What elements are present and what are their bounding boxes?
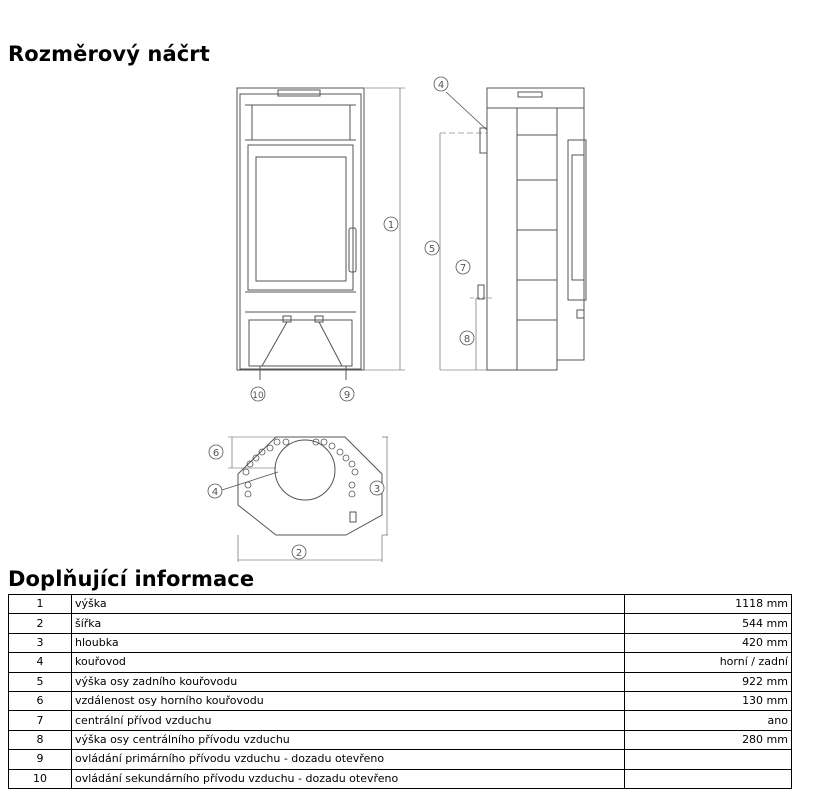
info-heading: Doplňující informace [8,567,255,591]
callout-4-top: 4 [211,487,219,498]
callout-2: 2 [295,548,303,559]
callout-8: 8 [463,334,471,345]
cell-label: vzdálenost osy horního kouřovodu [72,691,625,710]
cell-value: horní / zadní [625,653,792,672]
table-row [9,653,792,672]
table-row [9,633,792,652]
callout-9: 9 [343,390,351,401]
cell-num: 4 [9,653,72,672]
cell-num: 9 [9,750,72,769]
cell-value: 1118 mm [625,595,792,614]
info-table [8,594,792,789]
cell-label: ovládání primárního přívodu vzduchu - dozadu otevřeno [72,750,625,769]
table-row [9,769,792,788]
cell-label: výška osy centrálního přívodu vzduchu [72,730,625,749]
cell-label: výška [72,595,625,614]
callout-4-side: 4 [437,80,445,91]
table-row [9,711,792,730]
top-view [222,437,388,562]
table-row [9,691,792,710]
cell-value: ano [625,711,792,730]
callout-1: 1 [387,220,395,231]
cell-num: 10 [9,769,72,788]
callout-5: 5 [428,244,436,255]
cell-value [625,750,792,769]
cell-num: 2 [9,614,72,633]
side-view [440,88,586,370]
cell-value: 544 mm [625,614,792,633]
callout-3: 3 [373,484,381,495]
cell-label: kouřovod [72,653,625,672]
cell-num: 1 [9,595,72,614]
cell-num: 5 [9,672,72,691]
sketch-heading: Rozměrový náčrt [8,42,210,66]
cell-value: 280 mm [625,730,792,749]
cell-num: 7 [9,711,72,730]
cell-label: výška osy zadního kouřovodu [72,672,625,691]
table-row [9,614,792,633]
table-row [9,672,792,691]
cell-label: centrální přívod vzduchu [72,711,625,730]
cell-value: 922 mm [625,672,792,691]
cell-num: 6 [9,691,72,710]
callout-7: 7 [459,263,467,274]
cell-value: 130 mm [625,691,792,710]
cell-label: hloubka [72,633,625,652]
cell-value: 420 mm [625,633,792,652]
callout-6: 6 [212,448,220,459]
table-row [9,730,792,749]
cell-label: šířka [72,614,625,633]
table-row [9,750,792,769]
cell-num: 8 [9,730,72,749]
callout-10: 10 [252,391,264,401]
cell-num: 3 [9,633,72,652]
cell-label: ovládání sekundárního přívodu vzduchu - dozadu otevřeno [72,769,625,788]
cell-value [625,769,792,788]
table-row [9,595,792,614]
front-view [237,88,405,380]
